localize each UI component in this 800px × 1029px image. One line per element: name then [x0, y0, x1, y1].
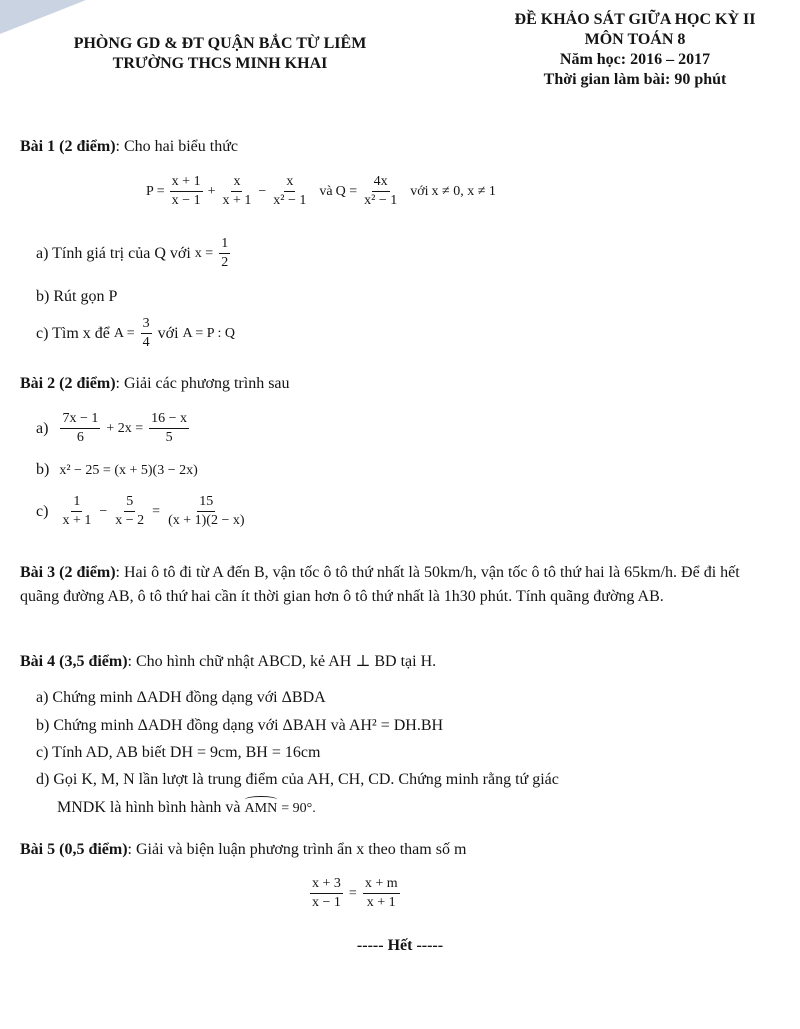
subject-name: MÔN TOÁN 8 [584, 31, 686, 48]
bai2-c-fraction-1: $\frac{1}{x + 1}$ [62, 494, 92, 528]
bai2-c-fraction-2: $\frac{5}{x - 2}$ [115, 494, 145, 528]
bai3-text: : Hai ô tô đi từ A đến B, vận tốc ô tô thứ nhất là 50km/h, vận tốc ô tô thứ hai là 65km/h. Để đi hết quãng đường AB, ô tô thứ hai cần ít thời gian hơn ô tô thứ nhất là 1h30 phút. Tính quãng đường AB. [20, 564, 740, 605]
p-lhs: P = [146, 183, 165, 199]
bai2-a-fraction-1: $\frac{7x - 1}{6}$ [62, 411, 99, 445]
bai2-heading: Bài 2 (2 điểm): Giải các phương trình sau [20, 375, 290, 392]
bai3-paragraph [20, 561, 780, 609]
bai4-part-d-line1: d) Gọi K, M, N lần lượt là trung điểm của AH, CH, CD. Chứng minh rằng tứ giác [36, 771, 559, 788]
q-fraction: $\frac{4x}{\text{x² − 1}}$ [364, 174, 398, 208]
bai4-part-a: a) Chứng minh ΔADH đồng dạng với ΔBDA [36, 689, 326, 706]
bai4-label: Bài 4 (3,5 điểm) [20, 653, 128, 670]
bai4-part-d-line2: MNDK là hình bình hành và AMN = 90°. [57, 798, 316, 819]
department-name: PHÒNG GD & ĐT QUẬN BẮC TỪ LIÊM [73, 35, 367, 52]
bai5-heading: Bài 5 (0,5 điểm): Giải và biện luận phương trình ẩn x theo tham số m [20, 841, 467, 858]
school-header [20, 34, 420, 74]
q-lhs: Q = [335, 183, 358, 199]
bai2-part-b: b) x² − 25 = (x + 5)(3 − 2x) [36, 461, 198, 478]
bai5-fraction-2: $\frac{x + m}{x + 1}$ [364, 876, 398, 910]
p-fraction-3: $\frac{x}{\text{x² − 1}}$ [273, 174, 307, 208]
bai1-heading [20, 137, 238, 157]
bai2-a-fraction-2: $\frac{16 - x}{5}$ [151, 411, 188, 445]
bai2-label: Bài 2 (2 điểm) [20, 375, 116, 392]
bai5-fraction-1: $\frac{x + 3}{x - 1}$ [312, 876, 341, 910]
bai1-part-a: a) Tính giá trị của Q với x = $\frac{1}{2}$ [36, 236, 229, 270]
exam-duration: Thời gian làm bài: 90 phút [543, 71, 727, 88]
school-name: TRƯỜNG THCS MINH KHAI [112, 55, 328, 72]
p-fraction-1: $\frac{x + 1}{x - 1}$ [171, 174, 201, 208]
a-fraction: $\frac{1}{2}$ [221, 236, 229, 270]
condition: x ≠ 0, x ≠ 1 [431, 183, 496, 199]
bai1-part-c: c) Tìm x để A = $\frac{3}{4}$ với A = P : Q [36, 316, 236, 350]
c-fraction: $\frac{3}{4}$ [142, 316, 150, 350]
bai4-heading: Bài 4 (3,5 điểm): Cho hình chữ nhật ABCD, kẻ AH ⊥ BD tại H. [20, 653, 437, 670]
bai1-part-b: b) Rút gọn P [36, 288, 118, 305]
bai2-c-fraction-3: $\frac{15}{(x + 1)(2 - x)}$ [168, 494, 245, 528]
bai1-intro: : Cho hai biểu thức [115, 138, 238, 155]
p-fraction-2: $\frac{x}{x + 1}$ [222, 174, 252, 208]
end-marker: ----- Hết ----- [356, 937, 444, 954]
bai4-part-c: c) Tính AD, AB biết DH = 9cm, BH = 16cm [36, 744, 321, 761]
bai2-part-c: c) $\frac{1}{x + 1}$ − $\frac{5}{x - 2}$ = $\frac{15}{(x + 1)(2 - x)}$ [36, 494, 245, 528]
bai4-part-b: b) Chứng minh ΔADH đồng dạng với ΔBAH và AH² = DH.BH [36, 717, 444, 734]
exam-title: ĐỀ KHẢO SÁT GIỮA HỌC KỲ II [514, 11, 756, 28]
bai2-part-a: a) $\frac{7x - 1}{6}$ + 2x = $\frac{16 - x}{5}$ [36, 411, 188, 445]
bai5-label: Bài 5 (0,5 điểm) [20, 841, 128, 858]
bai5-equation: $\frac{x + 3}{x - 1}$ = $\frac{x + m}{x + 1}$ [312, 876, 398, 910]
page-corner-shadow [0, 0, 86, 34]
angle-amn: AMN [245, 799, 278, 819]
school-year: Năm học: 2016 – 2017 [559, 51, 711, 68]
bai1-label: Bài 1 (2 điểm) [20, 138, 116, 155]
exam-header [470, 10, 800, 90]
bai3-label: Bài 3 (2 điểm) [20, 564, 116, 581]
bai1-expressions: P = $\frac{x + 1}{x - 1}$ + $\frac{x}{x + 1}$ − $\frac{x}{\text{x² − 1}}$ và Q = $\frac{4x}{\text{x² − 1}}$ với x ≠ 0, x ≠ 1 [146, 174, 496, 208]
